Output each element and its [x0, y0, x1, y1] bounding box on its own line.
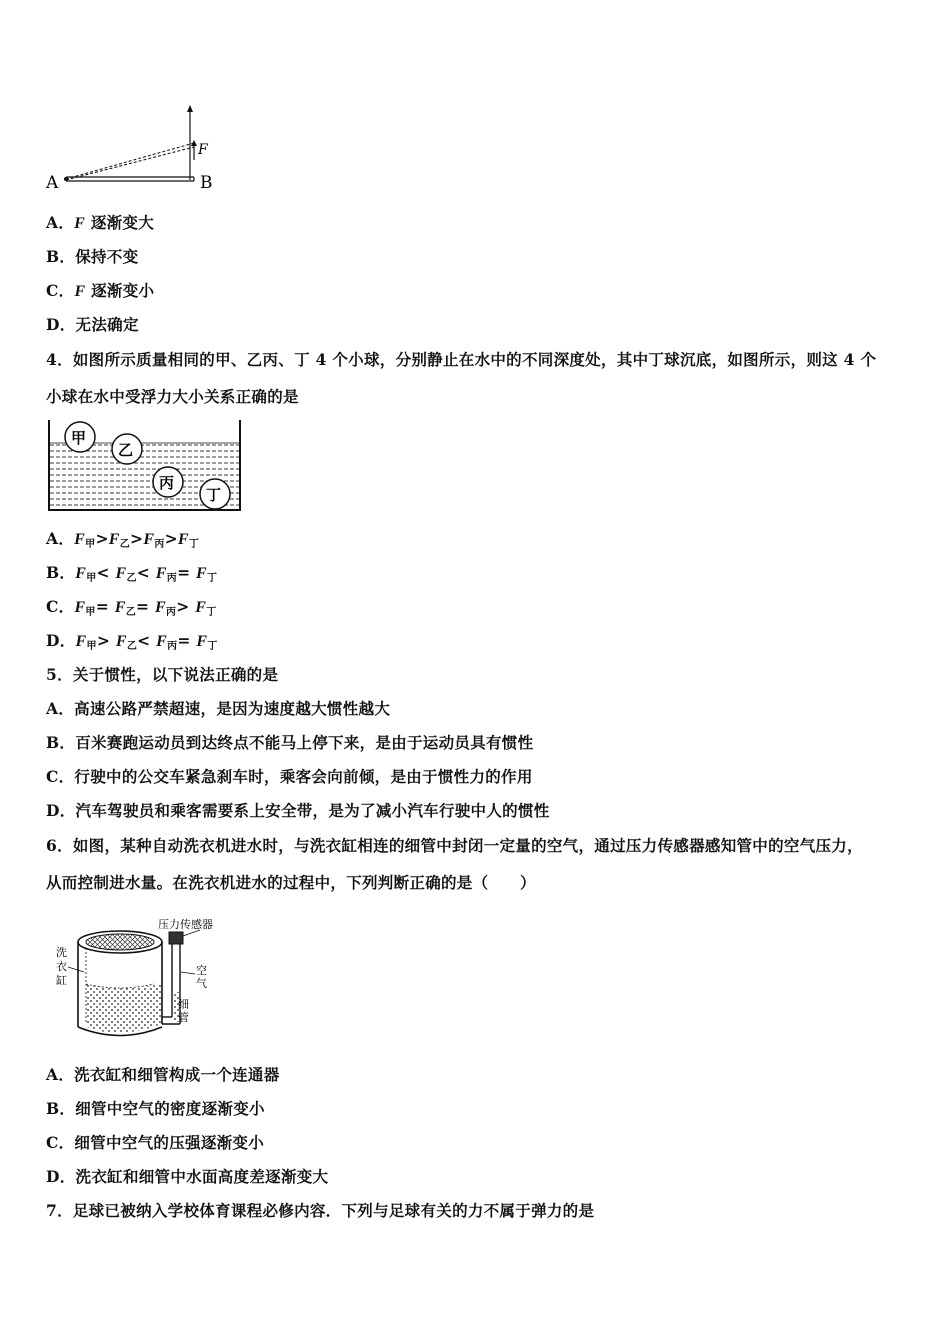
q3-option-d[interactable]: D．无法确定 — [46, 315, 139, 334]
q4-option-a[interactable]: A．$F_甲>F_乙>F_丙>F_丁$ — [46, 529, 200, 550]
q5-option-b[interactable]: B．百米赛跑运动员到达终点不能马上停下来，是由于运动员具有惯性 — [46, 733, 534, 752]
label-air: 空 — [196, 964, 207, 977]
label-tub-1: 洗 — [56, 946, 67, 959]
label-b: B — [200, 173, 213, 193]
q6-stem-line1: 6．如图，某种自动洗衣机进水时，与洗衣缸相连的细管中封闭一定量的空气，通过压力传感器感知管中的空气压力， — [46, 836, 863, 855]
q6-option-d[interactable]: D．洗衣缸和细管中水面高度差逐渐变大 — [46, 1167, 329, 1186]
q6-option-c[interactable]: C．细管中空气的压强逐渐变小 — [46, 1133, 265, 1152]
q4-option-d[interactable]: D．$F_甲> F_乙< F_丙= F_丁$ — [46, 631, 218, 652]
lever-figure — [40, 100, 220, 195]
label-air-2: 气 — [196, 977, 207, 990]
q4-option-c[interactable]: C．$F_甲= F_乙= F_丙> F_丁$ — [46, 597, 217, 618]
washing-machine-figure — [50, 912, 215, 1047]
label-tube-2: 管 — [178, 1011, 189, 1024]
q3-option-a[interactable]: A．F 逐渐变大 — [46, 213, 155, 232]
q3-option-c[interactable]: C．F 逐渐变小 — [46, 281, 155, 300]
q7-stem: 7．足球已被纳入学校体育课程必修内容．下列与足球有关的力不属于弹力的是 — [46, 1201, 595, 1220]
label-tube-1: 细 — [178, 998, 189, 1011]
q3-option-b[interactable]: B．保持不变 — [46, 247, 139, 266]
q4-option-b[interactable]: B．$F_甲< F_乙< F_丙= F_丁$ — [46, 563, 218, 584]
q4-stem-line2: 小球在水中受浮力大小关系正确的是 — [46, 387, 299, 406]
ball-jia: 甲 — [71, 429, 87, 447]
label-tub-3: 缸 — [56, 974, 67, 987]
q5-option-c[interactable]: C．行驶中的公交车紧急刹车时，乘客会向前倾，是由于惯性力的作用 — [46, 767, 533, 786]
label-f: F — [198, 142, 208, 158]
q4-stem-line1: 4．如图所示质量相同的甲、乙丙、丁 4 个小球，分别静止在水中的不同深度处，其中丁球沉底，如图所示，则这 4 个 — [46, 350, 877, 369]
balls-in-water-figure — [44, 418, 244, 514]
ball-yi: 乙 — [118, 441, 134, 459]
q6-option-b[interactable]: B．细管中空气的密度逐渐变小 — [46, 1099, 265, 1118]
q5-option-a[interactable]: A．高速公路严禁超速，是因为速度越大惯性越大 — [46, 699, 391, 718]
ball-ding: 丁 — [206, 486, 222, 504]
q5-option-d[interactable]: D．汽车驾驶员和乘客需要系上安全带，是为了减小汽车行驶中人的惯性 — [46, 801, 550, 820]
label-a: A — [46, 173, 59, 193]
ball-bing: 丙 — [159, 474, 175, 492]
q6-stem-line2: 从而控制进水量。在洗衣机进水的过程中，下列判断正确的是（ ） — [46, 873, 536, 892]
label-sensor: 压力传感器 — [158, 918, 213, 931]
q6-option-a[interactable]: A．洗衣缸和细管构成一个连通器 — [46, 1065, 280, 1084]
q5-stem: 5．关于惯性，以下说法正确的是 — [46, 665, 279, 684]
label-tub-2: 衣 — [56, 960, 67, 973]
